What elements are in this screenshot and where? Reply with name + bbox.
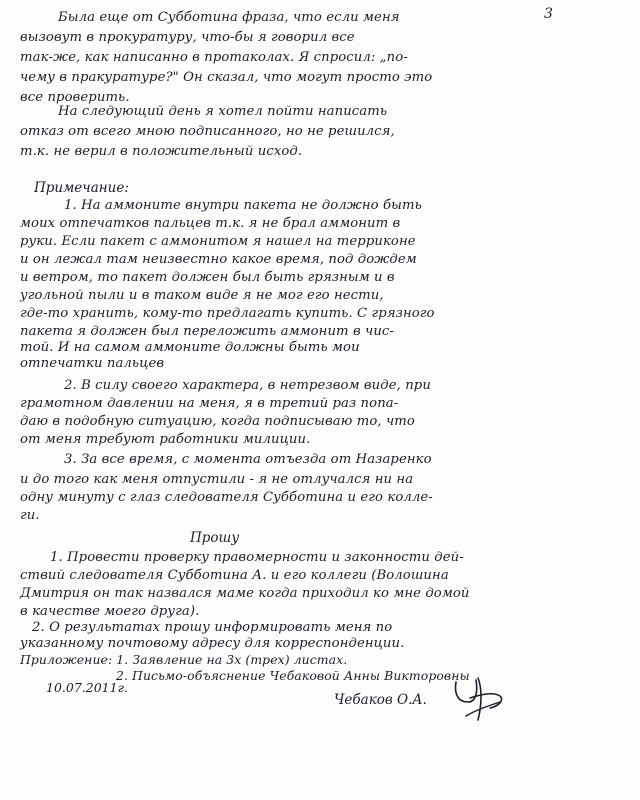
- request-heading: Прошу: [190, 530, 240, 546]
- note-line: и он лежал там неизвестно какое время, под дождем: [20, 252, 417, 267]
- signer-name: Чебаков О.А.: [334, 692, 427, 708]
- letter-date: 10.07.2011г.: [46, 680, 128, 695]
- text-line: все проверить.: [20, 90, 130, 105]
- text-line: вызовут в прокуратуру, что-бы я говорил все: [20, 30, 355, 45]
- page-number: 3: [544, 6, 553, 22]
- attachment-line: Приложение: 1. Заявление на 3х (трех) листах.: [20, 652, 348, 667]
- text-line: отказ от всего мною подписанного, но не решился,: [20, 124, 395, 139]
- note-line: 2. В силу своего характера, в нетрезвом виде, при: [64, 378, 431, 393]
- request-line: 1. Провести проверку правомерности и законности дей-: [50, 550, 464, 565]
- note-line: ги.: [20, 508, 40, 523]
- request-line: в качестве моего друга).: [20, 604, 200, 619]
- text-line: чему в пракуратуре?" Он сказал, что могут просто это: [20, 70, 433, 85]
- note-line: даю в подобную ситуацию, когда подписываю то, что: [20, 414, 415, 429]
- attachment-line: 2. Письмо-объяснение Чебаковой Анны Викторовны: [116, 668, 470, 683]
- note-line: и до того как меня отпустили - я не отлучался ни на: [20, 472, 414, 487]
- note-heading: Примечание:: [34, 180, 129, 196]
- note-line: моих отпечатков пальцев т.к. я не брал аммонит в: [20, 216, 401, 231]
- note-line: грамотном давлении на меня, я в третий раз попа-: [20, 396, 399, 411]
- request-line: 2. О результатах прошу информировать меня по: [32, 620, 393, 635]
- note-line: той. И на самом аммоните должны быть мои: [20, 340, 360, 355]
- note-line: 3. За все время, с момента отъезда от Назаренко: [64, 452, 432, 467]
- text-line: так-же, как написанно в протаколах. Я спросил: „по-: [20, 50, 408, 65]
- text-line: На следующий день я хотел пойти написать: [58, 104, 388, 119]
- note-line: одну минуту с глаз следователя Субботина и его колле-: [20, 490, 433, 505]
- note-line: и ветром, то пакет должен был быть грязным и в: [20, 270, 395, 285]
- request-line: указанному почтовому адресу для корреспонденции.: [20, 636, 405, 651]
- request-line: Дмитрия он так назвался маме когда приходил ко мне домой: [20, 586, 470, 601]
- note-line: угольной пыли и в таком виде я не мог его нести,: [20, 288, 384, 303]
- request-line: ствий следователя Субботина А. и его коллеги (Волошина: [20, 568, 449, 583]
- note-line: 1. На аммоните внутри пакета не должно быть: [64, 198, 422, 213]
- handwritten-signature: [448, 672, 506, 724]
- note-line: где-то хранить, кому-то предлагать купить. С грязного: [20, 306, 435, 321]
- note-line: пакета я должен был переложить аммонит в чис-: [20, 324, 394, 339]
- text-line: т.к. не верил в положительный исход.: [20, 144, 303, 159]
- text-line: Была еще от Субботина фраза, что если меня: [58, 10, 400, 25]
- note-line: от меня требуют работники милиции.: [20, 432, 311, 447]
- note-line: руки. Если пакет с аммонитом я нашел на терриконе: [20, 234, 416, 249]
- note-line: отпечатки пальцев: [20, 356, 165, 371]
